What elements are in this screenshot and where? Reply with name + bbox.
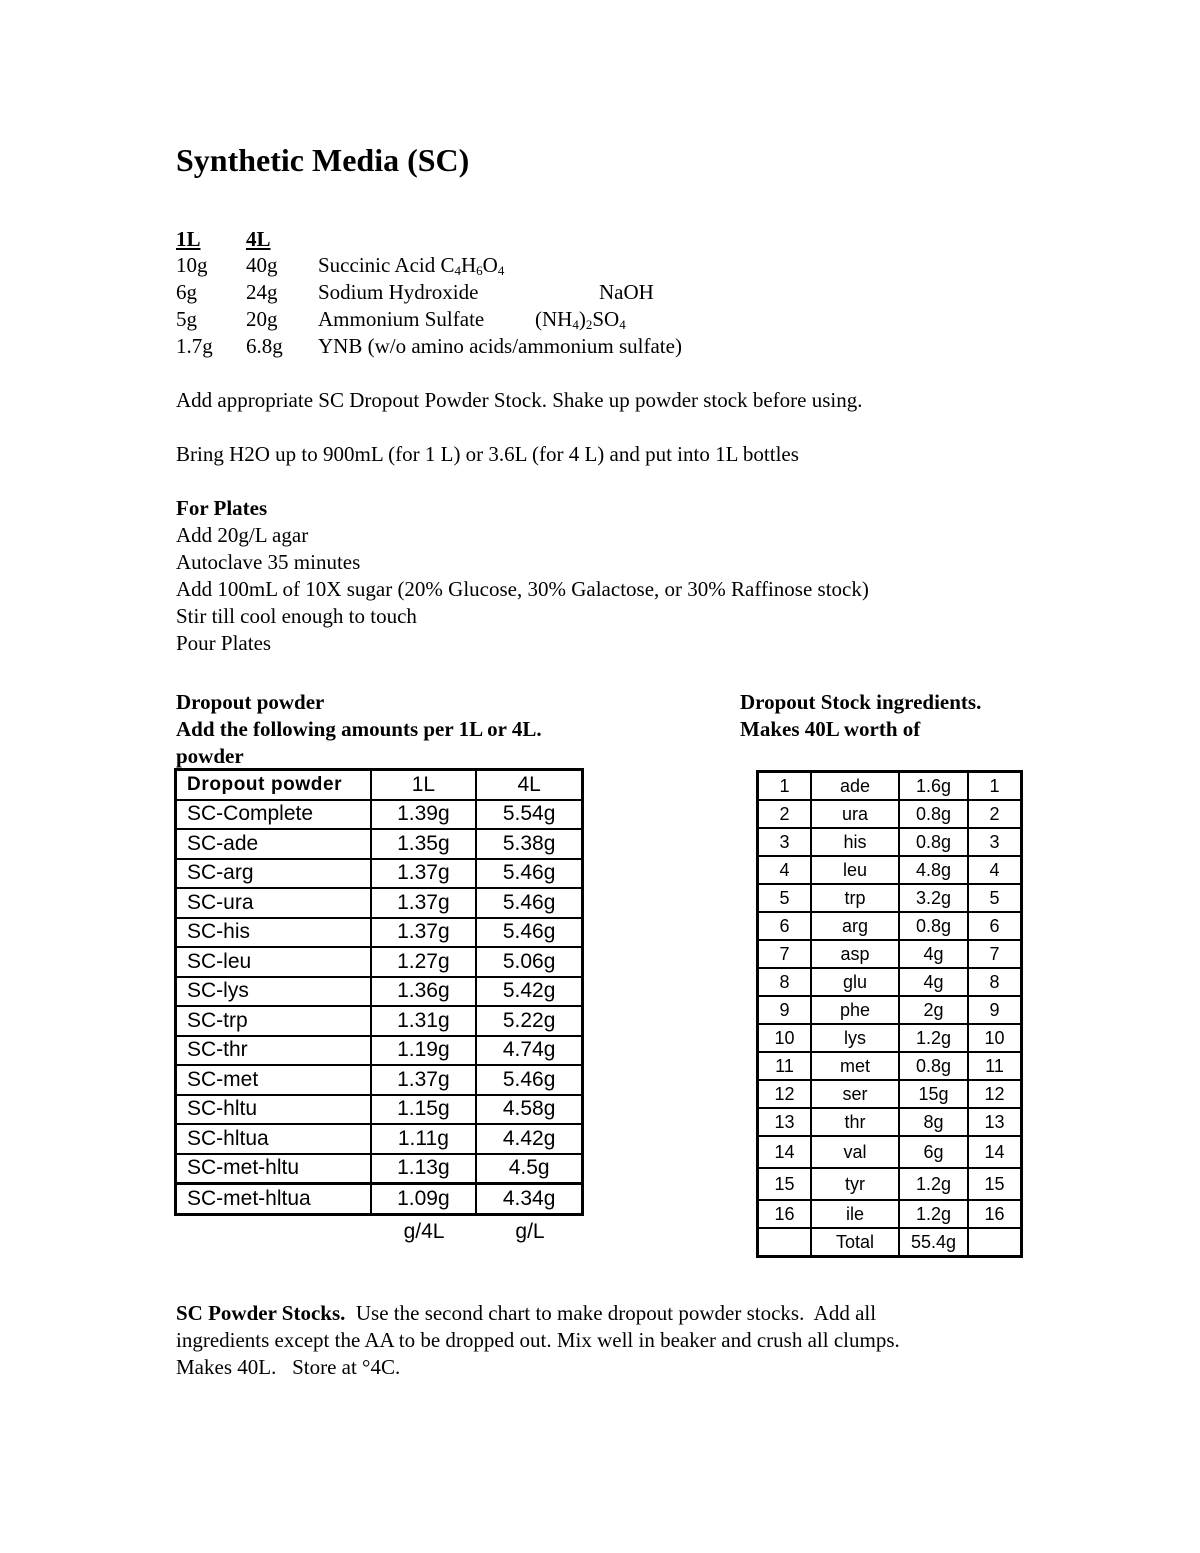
table-row — [176, 918, 583, 948]
table-row — [176, 829, 583, 859]
table-cell: 1.2g — [899, 1024, 968, 1052]
table-cell: 8 — [968, 968, 1022, 996]
table-cell: 2 — [758, 800, 812, 828]
table-cell: 5.54g — [476, 800, 582, 830]
plates-step: Pour Plates — [176, 631, 272, 655]
table-cell: 5.06g — [476, 947, 582, 977]
table-cell: 10 — [758, 1024, 812, 1052]
table-cell: SC-lys — [176, 977, 371, 1007]
table-row — [758, 1200, 1022, 1228]
table-cell: 16 — [758, 1200, 812, 1228]
table-cell: 1.2g — [899, 1200, 968, 1228]
table-cell: SC-his — [176, 918, 371, 948]
recipe-ingredient-name: YNB (w/o amino acids/ammonium sulfate) — [318, 334, 682, 358]
total-value: 55.4g — [899, 1228, 968, 1257]
table-row — [758, 856, 1022, 884]
table-cell: 14 — [758, 1136, 812, 1168]
table-row — [758, 1108, 1022, 1136]
table-header-row — [176, 770, 583, 800]
table-cell: 3 — [758, 828, 812, 856]
table-cell: 15 — [968, 1168, 1022, 1200]
table-row — [758, 800, 1022, 828]
dropout-footer-unit: g/L — [515, 1220, 545, 1243]
table-cell: 1 — [758, 772, 812, 801]
stock-subheading: Makes 40L worth of — [740, 717, 921, 741]
table-cell: phe — [811, 996, 899, 1024]
table-cell: SC-arg — [176, 859, 371, 889]
recipe-ingredient-name: Sodium Hydroxide — [318, 280, 479, 304]
table-cell: SC-ura — [176, 888, 371, 918]
table-cell: 4g — [899, 940, 968, 968]
table-cell: his — [811, 828, 899, 856]
table-cell: SC-ade — [176, 829, 371, 859]
powder-stocks-paragraph-line: ingredients except the AA to be dropped out. Mix well in beaker and crush all clumps. — [176, 1328, 900, 1352]
powder-stocks-text: Use the second chart to make dropout powder stocks. Add all — [345, 1301, 877, 1325]
table-total-row — [758, 1228, 1022, 1257]
table-cell: 7 — [758, 940, 812, 968]
table-cell: 1.15g — [371, 1095, 477, 1125]
table-row — [758, 1080, 1022, 1108]
table-cell: 1.37g — [371, 859, 477, 889]
table-cell: SC-thr — [176, 1036, 371, 1066]
table-row — [758, 884, 1022, 912]
table-cell: tyr — [811, 1168, 899, 1200]
table-cell: 5.46g — [476, 888, 582, 918]
table-cell: SC-Complete — [176, 800, 371, 830]
table-cell: asp — [811, 940, 899, 968]
table-cell: 4.42g — [476, 1124, 582, 1154]
powder-stocks-lead: SC Powder Stocks. — [176, 1301, 346, 1325]
table-cell: lys — [811, 1024, 899, 1052]
recipe-q4: 20g — [246, 307, 278, 331]
table-cell: 1.2g — [899, 1168, 968, 1200]
recipe-formula: NaOH — [599, 280, 654, 304]
table-cell: 4.8g — [899, 856, 968, 884]
table-cell: 1.6g — [899, 772, 968, 801]
table-row — [176, 1065, 583, 1095]
dropout-heading: Dropout powder — [176, 690, 325, 714]
table-cell: 14 — [968, 1136, 1022, 1168]
table-header-cell: 4L — [476, 770, 582, 800]
table-cell: arg — [811, 912, 899, 940]
table-cell: 1.31g — [371, 1006, 477, 1036]
table-cell: 12 — [968, 1080, 1022, 1108]
table-cell: 6 — [758, 912, 812, 940]
table-cell: 15 — [758, 1168, 812, 1200]
table-cell: 0.8g — [899, 912, 968, 940]
table-cell: SC-hltu — [176, 1095, 371, 1125]
instruction-dropout: Add appropriate SC Dropout Powder Stock. Shake up powder stock before using. — [176, 388, 863, 412]
page-title: Synthetic Media (SC) — [176, 142, 470, 178]
table-cell: 4.34g — [476, 1184, 582, 1215]
table-cell: 4.5g — [476, 1154, 582, 1184]
table-cell: ura — [811, 800, 899, 828]
table-row — [176, 800, 583, 830]
table-cell: 3.2g — [899, 884, 968, 912]
table-cell: 5.46g — [476, 859, 582, 889]
stock-ingredients-table — [756, 770, 1023, 1258]
table-cell: trp — [811, 884, 899, 912]
table-cell: 1.37g — [371, 888, 477, 918]
recipe-ingredient-name: Succinic Acid $C_4H_6O_4$ — [318, 253, 505, 278]
table-cell: SC-met-hltua — [176, 1184, 371, 1215]
table-cell: 12 — [758, 1080, 812, 1108]
table-cell: 8g — [899, 1108, 968, 1136]
table-row — [176, 977, 583, 1007]
table-cell: 5.22g — [476, 1006, 582, 1036]
table-cell: 4g — [899, 968, 968, 996]
recipe-q4: 6.8g — [246, 334, 283, 358]
recipe-ingredient-name: Ammonium Sulfate — [318, 307, 485, 331]
table-cell: 4.74g — [476, 1036, 582, 1066]
table-row — [758, 940, 1022, 968]
table-row — [758, 1052, 1022, 1080]
table-row — [176, 947, 583, 977]
table-cell: 5.46g — [476, 1065, 582, 1095]
plates-step: Add 100mL of 10X sugar (20% Glucose, 30% Galactose, or 30% Raffinose stock) — [176, 577, 869, 601]
plates-step: Stir till cool enough to touch — [176, 604, 417, 628]
table-cell: 13 — [968, 1108, 1022, 1136]
table-cell: SC-met — [176, 1065, 371, 1095]
dropout-subheading: Add the following amounts per 1L or 4L. — [176, 717, 542, 741]
table-row — [758, 1136, 1022, 1168]
table-cell: 0.8g — [899, 1052, 968, 1080]
table-cell: glu — [811, 968, 899, 996]
recipe-q1: 5g — [176, 307, 197, 331]
table-cell: leu — [811, 856, 899, 884]
table-row — [758, 912, 1022, 940]
table-cell — [968, 1228, 1022, 1257]
recipe-q4: 40g — [246, 253, 278, 277]
table-row — [758, 996, 1022, 1024]
table-cell: 6g — [899, 1136, 968, 1168]
table-cell: 10 — [968, 1024, 1022, 1052]
table-cell: 4 — [758, 856, 812, 884]
dropout-subheading-powder: powder — [176, 744, 244, 768]
table-cell: 0.8g — [899, 828, 968, 856]
table-cell: 1.39g — [371, 800, 477, 830]
table-cell: ser — [811, 1080, 899, 1108]
table-cell: 16 — [968, 1200, 1022, 1228]
table-cell: thr — [811, 1108, 899, 1136]
recipe-q4: 24g — [246, 280, 278, 304]
table-cell: 15g — [899, 1080, 968, 1108]
table-cell: 7 — [968, 940, 1022, 968]
table-cell: SC-trp — [176, 1006, 371, 1036]
table-cell: 11 — [968, 1052, 1022, 1080]
table-cell: 1.11g — [371, 1124, 477, 1154]
table-row — [176, 1154, 583, 1184]
table-cell: 5.42g — [476, 977, 582, 1007]
powder-stocks-paragraph-line: Makes 40L. Store at °4C. — [176, 1355, 401, 1379]
table-row — [758, 828, 1022, 856]
recipe-formula: $(NH_4)_2SO_4$ — [535, 307, 626, 332]
plates-step: Autoclave 35 minutes — [176, 550, 361, 574]
table-cell: 1.27g — [371, 947, 477, 977]
stock-heading: Dropout Stock ingredients. — [740, 690, 982, 714]
recipe-col-1l-header: 1L — [176, 227, 201, 251]
table-cell: ile — [811, 1200, 899, 1228]
table-cell: val — [811, 1136, 899, 1168]
table-cell: 6 — [968, 912, 1022, 940]
table-cell: 1.37g — [371, 1065, 477, 1095]
recipe-q1: 10g — [176, 253, 208, 277]
table-cell: ade — [811, 772, 899, 801]
table-header-cell: 1L — [371, 770, 477, 800]
table-cell: SC-leu — [176, 947, 371, 977]
table-header-cell: Dropout powder — [176, 770, 371, 800]
table-row — [758, 1024, 1022, 1052]
dropout-footer-unit: g/4L — [403, 1220, 445, 1243]
table-cell: 0.8g — [899, 800, 968, 828]
table-cell: 1.36g — [371, 977, 477, 1007]
table-cell: 11 — [758, 1052, 812, 1080]
table-cell: 3 — [968, 828, 1022, 856]
recipe-col-4l-header: 4L — [246, 227, 271, 251]
table-cell: 1 — [968, 772, 1022, 801]
table-cell: 13 — [758, 1108, 812, 1136]
plates-step: Add 20g/L agar — [176, 523, 309, 547]
table-row — [758, 968, 1022, 996]
table-cell: 5 — [968, 884, 1022, 912]
dropout-powder-table — [174, 768, 584, 1216]
table-cell: 8 — [758, 968, 812, 996]
table-row — [176, 1184, 583, 1215]
table-cell: 4.58g — [476, 1095, 582, 1125]
table-cell: 1.37g — [371, 918, 477, 948]
table-cell: SC-hltua — [176, 1124, 371, 1154]
table-cell: met — [811, 1052, 899, 1080]
table-cell: SC-met-hltu — [176, 1154, 371, 1184]
table-row — [758, 772, 1022, 801]
instruction-water: Bring H2O up to 900mL (for 1 L) or 3.6L (for 4 L) and put into 1L bottles — [176, 442, 799, 466]
table-cell: 9 — [758, 996, 812, 1024]
table-row — [176, 1006, 583, 1036]
recipe-q1: 6g — [176, 280, 197, 304]
powder-stocks-paragraph-line — [176, 1300, 876, 1327]
table-row — [176, 859, 583, 889]
table-cell: 2g — [899, 996, 968, 1024]
table-row — [176, 1095, 583, 1125]
table-row — [176, 1124, 583, 1154]
table-cell: 1.09g — [371, 1184, 477, 1215]
table-cell: 9 — [968, 996, 1022, 1024]
table-cell: 5.38g — [476, 829, 582, 859]
table-cell: 1.13g — [371, 1154, 477, 1184]
recipe-q1: 1.7g — [176, 334, 213, 358]
table-cell — [758, 1228, 812, 1257]
table-row — [758, 1168, 1022, 1200]
table-cell: 1.35g — [371, 829, 477, 859]
table-row — [176, 1036, 583, 1066]
total-label: Total — [811, 1228, 899, 1257]
table-cell: 5.46g — [476, 918, 582, 948]
plates-heading: For Plates — [176, 496, 268, 520]
table-cell: 2 — [968, 800, 1022, 828]
table-cell: 5 — [758, 884, 812, 912]
table-cell: 4 — [968, 856, 1022, 884]
table-row — [176, 888, 583, 918]
table-cell: 1.19g — [371, 1036, 477, 1066]
